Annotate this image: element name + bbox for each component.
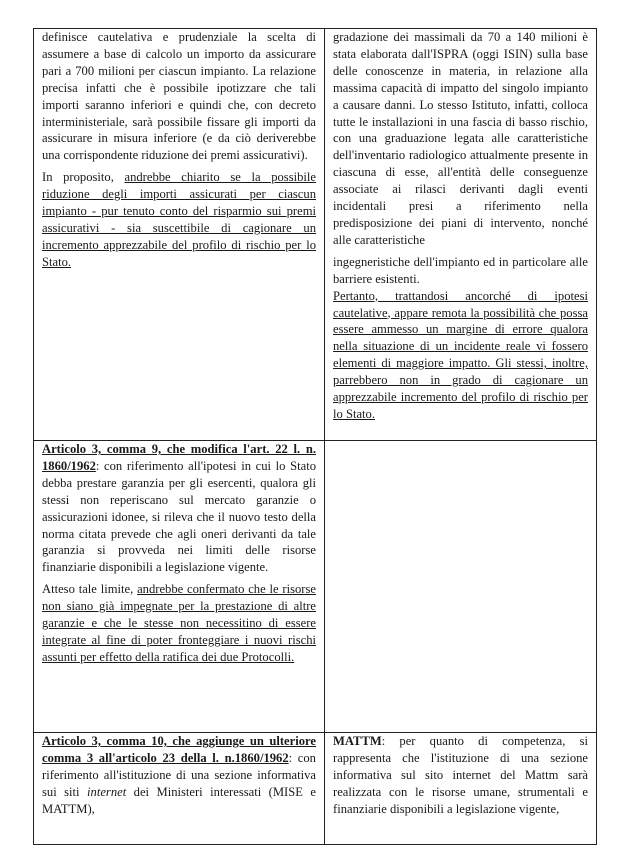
table-cell-right (325, 29, 597, 441)
paragraph (333, 288, 588, 423)
underlined-text: Pertanto, trattandosi ancorché di ipotesi cautelative, appare remota la possibilità che possa essere ammesso un margine di errore qualora nella situazione di un incidente reale vi fossero elementi di maggiore impatto. Gli stessi, inoltre, parrebbero non in grado di cagionare un apprezzabile incremento del profilo di rischio per lo Stato. (333, 288, 588, 421)
paragraph: ingegneristiche dell'impianto ed in particolare alle barriere esistenti. (333, 254, 588, 286)
table-row (34, 441, 597, 733)
paragraph: Atteso tale limite, andrebbe confermato che le risorse non siano già impegnate per la prestazione di altre garanzie e che le stesse non necessitino di essere integrate al fine di poter fronteggiare i nuovi rischi assunti per effetto della ratifica dei due Protocolli. (42, 582, 316, 664)
article-heading: Articolo 3, comma 10, che aggiunge un ulteriore comma 3 all'articolo 23 della l. n.1860/1962 (42, 734, 316, 765)
paragraph: MATTM: per quanto di competenza, si rappresenta che l'istituzione di una sezione informativa sul sito internet del Mattm sarà realizzata con le risorse umane, strumentali e finanziarie disponibili a legislazione vigente, (333, 734, 588, 816)
underlined-text: andrebbe chiarito se la possibile riduzione degli importi assicurati per ciascun impianto - pur tenuto conto del risparmio sui premi assicurativi - sia suscettibile di cagionare un incremento apprezzabile del profilo di rischio per lo Stato. (42, 170, 316, 269)
paragraph: definisce cautelativa e prudenziale la scelta di assumere a base di calcolo un importo da assicurare pari a 700 milioni per ciascun impianto. La relazione precisa infatti che è possibile ipotizzare che tali importi saranno inferiori e quindi che, con decreto interministeriale, sarà possibile fissare gli importi da assicurare in misura inferiore (e da ciò deriverebbe una corrispondente riduzione dei premi assicurativi). (42, 30, 316, 163)
document-page (33, 28, 596, 861)
paragraph: gradazione dei massimali da 70 a 140 milioni è stata elaborata dall'ISPRA (oggi ISIN) sulla base delle conoscenze in materia, in relazione alla massima capacità di impatto del singolo impianto a causare danni. Lo stesso Istituto, infatti, colloca tutte le installazioni in una fascia di basso rischio, con una graduazione legata alle caratteristiche dell'inventario radiologico attualmente presente in ciascuna di esse, all'entità delle conseguenze associate ai rilasci derivanti dagli eventi incidentali presi a riferimento nella predisposizione dei piani di intervento, nonché alle caratteristiche (333, 30, 588, 247)
table-row (34, 29, 597, 441)
ministry-heading: MATTM (333, 734, 382, 748)
table-cell-left (34, 29, 325, 441)
table-cell-left (34, 441, 325, 733)
article-heading: Articolo 3, comma 9, che modifica l'art. 22 l. n. 1860/1962 (42, 442, 316, 473)
table-cell-right (325, 733, 597, 845)
table-row (34, 733, 597, 845)
table-cell-left (34, 733, 325, 845)
paragraph: Articolo 3, comma 9, che modifica l'art. 22 l. n. 1860/1962: con riferimento all'ipotesi in cui lo Stato debba prestare garanzia per gli esercenti, qualora gli stessi non reperiscano sul mercato garanzie o assicurazioni idonee, si rileva che il nuovo testo della norma citata prevede che agli oneri derivanti da tale garanzia si provveda nei limiti delle risorse finanziarie disponibili a legislazione vigente. (42, 442, 316, 575)
paragraph: In proposito, andrebbe chiarito se la possibile riduzione degli importi assicurati per ciascun impianto - pur tenuto conto del risparmio sui premi assicurativi - sia suscettibile di cagionare un incremento apprezzabile del profilo di rischio per lo Stato. (42, 170, 316, 269)
table-cell-right-empty (325, 441, 597, 733)
comparison-table (33, 28, 597, 845)
paragraph: Articolo 3, comma 10, che aggiunge un ulteriore comma 3 all'articolo 23 della l. n.1860/1962: con riferimento all'istituzione di una sezione informativa sui siti internet dei Ministeri interessati (MISE e MATTM), (42, 734, 316, 816)
underlined-text: andrebbe confermato che le risorse non siano già impegnate per la prestazione di altre garanzie e che le stesse non necessitino di essere integrate al fine di poter fronteggiare i nuovi rischi assunti per effetto della ratifica dei due Protocolli. (42, 582, 316, 664)
